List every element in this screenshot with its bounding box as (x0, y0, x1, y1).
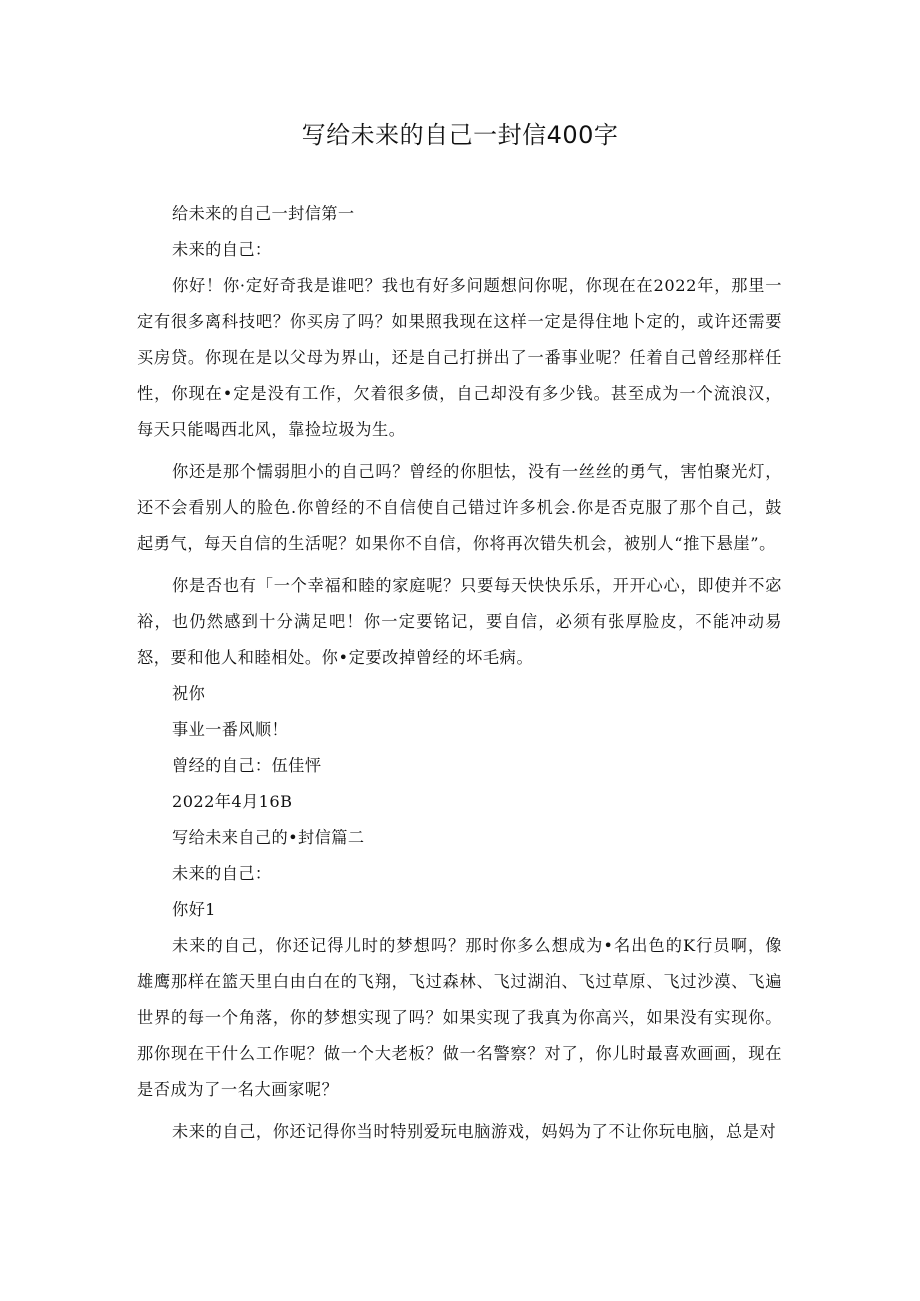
paragraph: 未来的自己，你还记得儿时的梦想吗？那时你多么想成为•名出色的K行员啊，像雄鹰那样在篮天里白由白在的飞翔，飞过森林、飞过湖泊、飞过草原、飞过沙漠、飞遍世界的每一个角落，你的梦想实现了吗？如果实现了我真为你高兴，如果没有实现你。那你现在干什么工作呢？做一个大老板？做一名警察？对了，你儿时最喜欢画画，现在是否成为了一名大画家呢？ (137, 936, 782, 1099)
salutation: 未来的自己： (172, 240, 272, 259)
paragraph: 未来的自己，你还记得你当时特别爱玩电脑游戏，妈妈为了不让你玩电脑，总是对 (172, 1122, 777, 1141)
section-heading: 写给未来自己的•封信篇二 (172, 828, 365, 847)
closing-line: 事业一番风顺！ (172, 720, 289, 739)
paragraph: 你还是那个懦弱胆小的自己吗？曾经的你胆怯，没有一丝丝的勇气，害怕聚光灯，还不会看别人的脸色.你曾经的不自信使自己错过许多机会.你是否克服了那个自己，鼓起勇气，每天自信的生活呢？如果你不自信，你将再次错失机会，被别人“推下悬崖”。 (137, 462, 782, 553)
closing-line: 祝你 (172, 684, 206, 703)
section-heading: 给未来的自己一封信第一 (172, 204, 355, 223)
paragraph: 你好！你·定好奇我是谁吧？我也有好多问题想问你呢，你现在在2022年，那里一定有很多离科技吧？你买房了吗？如果照我现在这样一定是得住地卜定的，或许还需要买房贷。你现在是以父母为界山，还是自己打拼出了一番事业呢？任着自己曾经那样任性，你现在•定是没有工作，欠着很多债，自己却没有多少钱。甚至成为一个流浪汉，每天只能喝西北风，靠捡垃圾为生。 (137, 276, 782, 439)
greeting: 你好1 (172, 900, 216, 919)
document-title: 写给未来的自己一封信400字 (301, 121, 619, 149)
signature: 曾经的自己：伍佳怦 (172, 756, 322, 775)
date: 2022年4月16B (172, 792, 293, 811)
document-body (137, 196, 782, 1150)
paragraph: 你是否也有「一个幸福和睦的家庭呢？只要每天快快乐乐，开开心心，即使并不宓裕，也仍然感到十分满足吧！你一定要铭记，要自信，必须有张厚脸皮，不能冲动易怒，要和他人和睦相处。你•定要改掉曾经的坏毛病。 (137, 576, 782, 667)
salutation: 未来的自己： (172, 864, 272, 883)
